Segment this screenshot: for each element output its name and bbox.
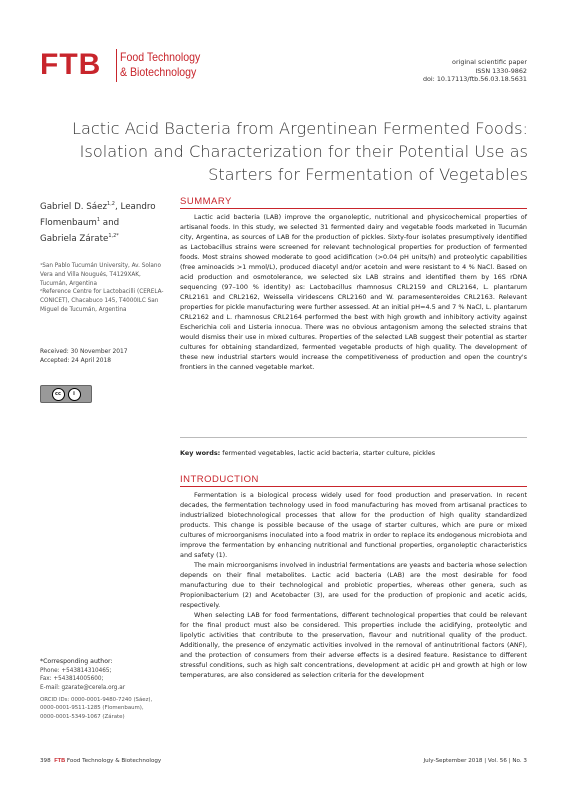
logo-divider bbox=[116, 49, 117, 82]
footer-issue: July-September 2018 | Vol. 56 | No. 3 bbox=[423, 758, 527, 764]
journal-logo: FTB bbox=[40, 48, 102, 81]
accepted-date: Accepted: 24 April 2018 bbox=[40, 358, 111, 365]
correspondence-heading: *Corresponding author: bbox=[40, 658, 113, 665]
cc-symbol-icon: cc bbox=[52, 388, 65, 401]
affiliation-1: ¹San Pablo Tucumán University, Av. Solano Vera and Villa Nougués, T4129XAK, Tucumán, Argentina bbox=[40, 263, 161, 287]
orcid-line: 0000-0001-5349-1067 (Zárate) bbox=[40, 713, 125, 720]
intro-paragraph-3: When selecting LAB for food fermentations, different technological properties that could be relevant for the final product must also be considered. This properties include the acidifying, proteolytic and lipolytic activities that contribute to the preservation, flavour and nutritional quality of the product. Additionally, the presence of enzymatic activities involved in the removal of antinutritional factors (ANF), and the protection of consumers from their adverse effects is a desired feature. Resistance to different stressful conditions, such as high salt concentrations, development at acidic pH and growth at high or low temperatures, are also considered as selection criteria for the development bbox=[180, 611, 527, 679]
affiliation-2: ²Reference Centre for Lactobacilli (CERELA-CONICET), Chacabuco 145, T4000ILC San Miguel de Tucumán, Argentina bbox=[40, 289, 164, 313]
journal-name-line1: Food Technology bbox=[120, 50, 201, 64]
summary-heading: SUMMARY bbox=[180, 196, 232, 207]
intro-paragraph-1: Fermentation is a biological process widely used for food production and preservation. In recent decades, the fermentation technology used in food manufacturing has moved from artisanal practices to industrialized biotechnological processes that allow for the production of high quality standardized products. This change is possible because of the usage of starter cultures, which are pure or mixed cultures of microorganisms inoculated into a food matrix in order to replace its endogenous microbiota and improve the fermentation by enhancing nutritional and functional properties, organoleptic characteristics and safety (1). bbox=[180, 491, 527, 559]
author-1: Gabriel D. Sáez bbox=[40, 201, 108, 212]
fax: Fax: +543814005600; bbox=[40, 676, 104, 683]
orcid-line: 0000-0001-9511-1285 (Flomenbaum), bbox=[40, 705, 144, 712]
doi: doi: 10.17113/ftb.56.03.18.5631 bbox=[422, 75, 527, 84]
author-2: Flomenbaum bbox=[40, 217, 97, 228]
summary-rule bbox=[180, 208, 527, 209]
introduction-heading: INTRODUCTION bbox=[180, 474, 259, 485]
received-date: Received: 30 November 2017 bbox=[40, 349, 128, 355]
author-2-sep: and bbox=[100, 217, 120, 228]
summary-text: Lactic acid bacteria (LAB) improve the organoleptic, nutritional and physicochemical properties of artisanal foods. In this study, we selected 31 fermented dairy and vegetable foods marketed in Tucumán city, Argentina, as sources of LAB for the production of pickles. Sixty-four isolates presumptively identified as Lactobacillus strains were screened for relevant technological properties for production of fermented foods. Most strains showed moderate to good acidification (>0.04 pH units/h) and proteolytic capabilities (free aminoacids >1 mmol/L), produced diacetyl and/or acetoin and were resistant to 4 % NaCl. Based on acid production and osmotolerance, we selected six LAB strains and identified them by 16S rDNA sequencing (97–100 % identity) as: Lactobacillus rhamnosus CRL2159 and CRL2164, L. plantarum CRL2161 and CRL2162, Weissella viridescens CRL2160 and W. paramesenteroides CRL2163. Relevant properties for pickle manufacturing were further assessed. At an initial pH=4.5 and 7 % NaCl, L. plantarum CRL2162 and L. rhamnosus CRL2164 performed the best with high growth and inhibitory activity against Escherichia coli and Listeria innocua. There was no obvious antagonism among the selected strains that would dismiss their use in mixed cultures. Properties of the selected LAB suggest their potential as starter cultures for obtaining standardized, fermented vegetable products of high quality. The development of these new industrial starters would increase the competitiveness of production and open the country's frontiers in the canned vegetable market. bbox=[180, 213, 527, 371]
author-1-sup: 1,2 bbox=[107, 201, 115, 207]
by-symbol-icon: i bbox=[68, 388, 81, 401]
email-link[interactable]: E-mail: gzarate@cerela.org.ar bbox=[40, 684, 126, 691]
keywords-text: fermented vegetables, lactic acid bacteria, starter culture, pickles bbox=[220, 449, 436, 457]
footer-logo: FTB bbox=[54, 758, 66, 764]
keywords-rule bbox=[180, 437, 527, 438]
phone: Phone: +543814310465; bbox=[40, 667, 112, 674]
keywords bbox=[180, 448, 527, 458]
affiliations bbox=[40, 262, 165, 315]
footer-journal-name: Food Technology & Biotechnology bbox=[66, 758, 162, 764]
orcid-line: ORCID IDs: 0000-0001-9480-7240 (Sáez), bbox=[40, 697, 153, 703]
article-meta bbox=[423, 58, 527, 84]
issn: ISSN 1330-9862 bbox=[475, 66, 527, 75]
journal-name bbox=[120, 50, 200, 80]
footer-left bbox=[40, 758, 161, 764]
author-3-sup: 1,2* bbox=[108, 232, 119, 239]
cc-by-icon[interactable] bbox=[40, 385, 92, 403]
introduction-rule bbox=[180, 486, 527, 487]
intro-paragraph-2: The main microorganisms involved in industrial fermentations are yeasts and bacteria whose selection depends on their final metabolites. Lactic acid bacteria (LAB) are the most desirable for food manufacturing due to their technological and probiotic properties, whereas other genera, such as Propionibacterium (2) and Acetobacter (3), are used for the production of propionic and acetic acids, respectively. bbox=[180, 561, 527, 609]
introduction-body bbox=[180, 490, 527, 680]
author-3: Gabriela Zárate bbox=[40, 233, 109, 244]
paper-type: original scientific paper bbox=[452, 58, 527, 66]
author-1-sep: , Leandro bbox=[114, 201, 156, 212]
correspondence bbox=[40, 658, 170, 692]
summary-body bbox=[180, 212, 527, 372]
orcid-ids bbox=[40, 696, 175, 721]
keywords-label: Key words: bbox=[180, 449, 221, 457]
journal-name-line2: & Biotechnology bbox=[120, 65, 197, 79]
page-number: 398 bbox=[40, 758, 51, 764]
author-list bbox=[40, 198, 165, 246]
author-2-sup: 1 bbox=[96, 216, 101, 223]
article-dates bbox=[40, 348, 128, 367]
article-title: Lactic Acid Bacteria from Argentinean Fermented Foods: Isolation and Characterization for their Potential Use as Starters for Fermentation of Vegetables bbox=[71, 119, 528, 184]
